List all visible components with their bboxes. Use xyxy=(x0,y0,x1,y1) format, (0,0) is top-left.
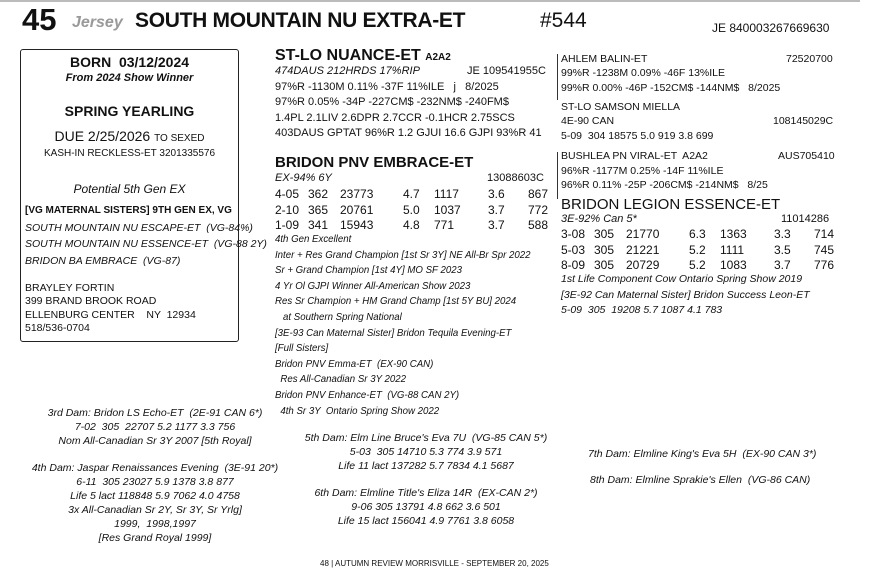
record-cell: 1037 xyxy=(434,202,461,217)
dam-note: Sr + Grand Champion [1st 4Y] MO SF 2023 xyxy=(275,264,462,277)
record-cell: 21221 xyxy=(626,242,660,257)
record-cell: 1-09 xyxy=(275,218,300,232)
sire-sire-name: AHLEM BALIN-ET xyxy=(561,53,648,65)
dam-note: Res Sr Champion + HM Grand Champ [1st 5Y BU] 2024 xyxy=(275,295,517,308)
dam-sire-line: 96%R 0.11% -25P -206CM$ -214NM$ 8/25 xyxy=(561,179,768,191)
dam-line: 5th Dam: Elm Line Bruce's Eva 7U (VG-85 CAN 5*) xyxy=(304,432,548,444)
sire-name xyxy=(275,47,451,65)
record-cell: 305 xyxy=(594,227,615,241)
from-note: From 2024 Show Winner xyxy=(65,72,194,84)
record-cell: 23773 xyxy=(340,187,374,201)
record-cell: 867 xyxy=(528,187,549,201)
record-cell: 305 xyxy=(594,242,615,257)
sire-line: 97%R 0.05% -34P -227CM$ -232NM$ -240FM$ xyxy=(275,96,509,108)
record-cell: 3-08 xyxy=(561,227,586,241)
dam-line: 6th Dam: Elmline Title's Eliza 14R (EX-CAN 2*) xyxy=(314,487,538,499)
dam-reg: 13088603C xyxy=(487,172,544,184)
record-cell: 771 xyxy=(434,218,455,232)
dam-line: 3rd Dam: Bridon LS Echo-ET (2E-91 CAN 6*) xyxy=(47,407,263,419)
dam-line: Life 15 lact 156041 4.9 7761 3.8 6058 xyxy=(337,515,515,527)
record-cell: 8-09 xyxy=(561,258,586,272)
sire-sire-reg: 72520700 xyxy=(786,53,833,65)
sire-name-text: ST-LO NUANCE-ET xyxy=(275,47,421,64)
record-cell: 362 xyxy=(308,187,329,201)
dam-note: 4th Sr 3Y Ontario Spring Show 2022 xyxy=(275,404,440,417)
record-cell: 3.6 xyxy=(488,187,505,201)
breed: Jersey xyxy=(72,14,123,31)
record-cell: 3.5 xyxy=(774,242,791,257)
dam-note: Bridon PNV Enhance-ET (VG-88 CAN 2Y) xyxy=(275,389,460,401)
bracket-line xyxy=(557,54,558,100)
granddam-class: 3E-92% Can 5* xyxy=(561,213,637,225)
record-cell: 772 xyxy=(528,202,549,217)
sire-dam-reg: 108145029C xyxy=(773,115,834,127)
record-cell: 776 xyxy=(814,258,835,272)
dam-line: 3x All-Canadian Sr 2Y, Sr 3Y, Sr Yrlg] xyxy=(68,504,242,516)
record-cell: 1363 xyxy=(720,227,747,241)
sire-dam-record: 5-09 304 18575 5.0 919 3.8 699 xyxy=(561,130,714,142)
sister-item: SOUTH MOUNTAIN NU ESSENCE-ET (VG-88 2Y) xyxy=(25,238,267,250)
dam-sire-reg: AUS705410 xyxy=(778,150,835,162)
dam-line: Life 5 lact 118848 5.9 7062 4.0 4758 xyxy=(70,490,240,502)
bracket-line xyxy=(557,152,558,199)
record-cell: 20761 xyxy=(340,202,374,217)
sire-tag: A2A2 xyxy=(425,52,451,63)
record-cell: 20729 xyxy=(626,258,660,272)
record-cell: 305 xyxy=(594,258,615,272)
dam-note: Inter + Res Grand Champion [1st Sr 3Y] NE All-Br Spr 2022 xyxy=(275,248,531,261)
due-text: DUE 2/25/2026 xyxy=(54,128,151,144)
granddam-note: 1st Life Component Cow Ontario Spring Show 2019 xyxy=(561,273,803,285)
tag-number: #544 xyxy=(540,9,587,32)
granddam-name: BRIDON LEGION ESSENCE-ET xyxy=(561,196,781,213)
sire-line: 474DAUS 212HRDS 17%RIP xyxy=(275,65,420,77)
record-cell: 21770 xyxy=(626,227,660,241)
record-cell: 1111 xyxy=(720,242,745,257)
record-cell: 15943 xyxy=(340,218,374,232)
record-cell: 6.3 xyxy=(689,227,706,241)
consignor-name: BRAYLEY FORTIN xyxy=(25,282,115,294)
dam-line: Life 11 lact 137282 5.7 7834 4.1 5687 xyxy=(338,460,514,472)
sire-reg: JE 109541955C xyxy=(467,65,546,77)
seventh-dam: 7th Dam: Elmline King's Eva 5H (EX-90 CAN 3*) xyxy=(588,448,817,460)
record-cell: 4-05 xyxy=(275,187,300,201)
dam-note: [Full Sisters] xyxy=(275,342,329,355)
sire-line: 403DAUS GPTAT 96%R 1.2 GJUI 16.6 GJPI 93%R 41 xyxy=(275,127,542,139)
dam-line: 1999, 1998,1997 xyxy=(114,518,196,530)
sister-item: BRIDON BA EMBRACE (VG-87) xyxy=(25,255,181,267)
sire-line: 97%R -1130M 0.11% -37F 11%ILE j 8/2025 xyxy=(275,81,499,93)
consignor-city: ELLENBURG CENTER NY 12934 xyxy=(25,309,196,321)
dam-line: Nom All-Canadian Sr 3Y 2007 [5th Royal] xyxy=(58,435,252,447)
granddam-reg: 11014286 xyxy=(781,213,830,225)
granddam-note: 5-09 305 19208 5.7 1087 4.1 783 xyxy=(561,304,723,316)
sire-dam-name: ST-LO SAMSON MIELLA xyxy=(561,101,681,113)
record-cell: 5-03 xyxy=(561,242,586,257)
registration-number: JE 840003267669630 xyxy=(712,21,830,35)
record-cell: 3.7 xyxy=(774,258,791,272)
consignor-address: 399 BRAND BROOK ROAD xyxy=(25,295,157,307)
service-sire: KASH-IN RECKLESS-ET 3201335576 xyxy=(43,148,215,159)
dam-sire-name: BUSHLEA PN VIRAL-ET A2A2 xyxy=(561,150,708,162)
record-cell: 5.2 xyxy=(689,242,706,257)
dam-line: 6-11 305 23027 5.9 1378 3.8 877 xyxy=(76,476,234,488)
lot-number: 45 xyxy=(22,2,57,37)
eighth-dam: 8th Dam: Elmline Sprakie's Ellen (VG-86 CAN) xyxy=(590,474,811,486)
dam-note: Bridon PNV Emma-ET (EX-90 CAN) xyxy=(275,357,434,370)
dam-note: [3E-93 Can Maternal Sister] Bridon Tequila Evening-ET xyxy=(275,326,512,339)
record-cell: 1117 xyxy=(434,187,459,201)
sisters-header: [VG MATERNAL SISTERS] 9TH GEN EX, VG xyxy=(25,205,232,216)
dam-line: [Res Grand Royal 1999] xyxy=(98,532,212,544)
granddam-note: [3E-92 Can Maternal Sister] Bridon Success Leon-ET xyxy=(561,288,810,301)
record-cell: 2-10 xyxy=(275,202,300,217)
dam-note: 4th Gen Excellent xyxy=(275,233,352,245)
dam-note: Res All-Canadian Sr 3Y 2022 xyxy=(275,373,407,386)
sister-item: SOUTH MOUNTAIN NU ESCAPE-ET (VG-84%) xyxy=(25,222,253,234)
sire-dam-class: 4E-90 CAN xyxy=(561,115,615,127)
record-cell: 365 xyxy=(308,202,329,217)
top-rule xyxy=(0,0,860,2)
show-class: SPRING YEARLING xyxy=(64,103,195,119)
record-cell: 4.8 xyxy=(403,218,420,232)
record-cell: 5.2 xyxy=(689,258,706,272)
due-suffix: TO SEXED xyxy=(154,133,205,144)
record-cell: 3.3 xyxy=(774,227,791,241)
sire-sire-line: 99%R -1238M 0.09% -46F 13%ILE xyxy=(561,67,726,79)
dam-line: 9-06 305 13791 4.8 662 3.6 501 xyxy=(351,501,501,513)
birth-date: BORN 03/12/2024 xyxy=(69,54,190,70)
record-cell: 1083 xyxy=(720,258,747,272)
dam-class: EX-94% 6Y xyxy=(275,172,332,184)
dam-line: 5-03 305 14710 5.3 774 3.9 571 xyxy=(349,446,503,458)
potential-note: Potential 5th Gen EX xyxy=(73,182,186,196)
dam-line: 7-02 305 22707 5.2 1177 3.3 756 xyxy=(74,421,236,433)
consignor-phone: 518/536-0704 xyxy=(25,322,90,334)
sire-line: 1.4PL 2.1LIV 2.6DPR 2.7CCR -0.1HCR 2.75SCS xyxy=(275,112,515,124)
record-cell: 3.7 xyxy=(488,202,505,217)
record-cell: 745 xyxy=(814,242,835,257)
sire-sire-line: 99%R 0.00% -46P -152CM$ -144NM$ 8/2025 xyxy=(561,82,781,94)
page-footer: 48 | AUTUMN REVIEW MORRISVILLE - SEPTEMBER 20, 2025 xyxy=(320,559,549,568)
due-date xyxy=(20,128,239,144)
record-cell: 588 xyxy=(528,218,549,232)
dam-sire-line: 96%R -1177M 0.25% -14F 11%ILE xyxy=(561,165,724,177)
record-cell: 4.7 xyxy=(403,187,420,201)
record-cell: 341 xyxy=(308,218,329,232)
dam-note: at Southern Spring National xyxy=(275,311,402,323)
dam-note: 4 Yr Ol GJPI Winner All-American Show 2023 xyxy=(275,279,471,292)
animal-name: SOUTH MOUNTAIN NU EXTRA-ET xyxy=(135,9,466,32)
record-cell: 714 xyxy=(814,227,835,241)
dam-name: BRIDON PNV EMBRACE-ET xyxy=(275,154,474,171)
record-cell: 3.7 xyxy=(488,218,505,232)
dam-line: 4th Dam: Jaspar Renaissances Evening (3E-91 20*) xyxy=(31,462,279,474)
record-cell: 5.0 xyxy=(403,202,420,217)
